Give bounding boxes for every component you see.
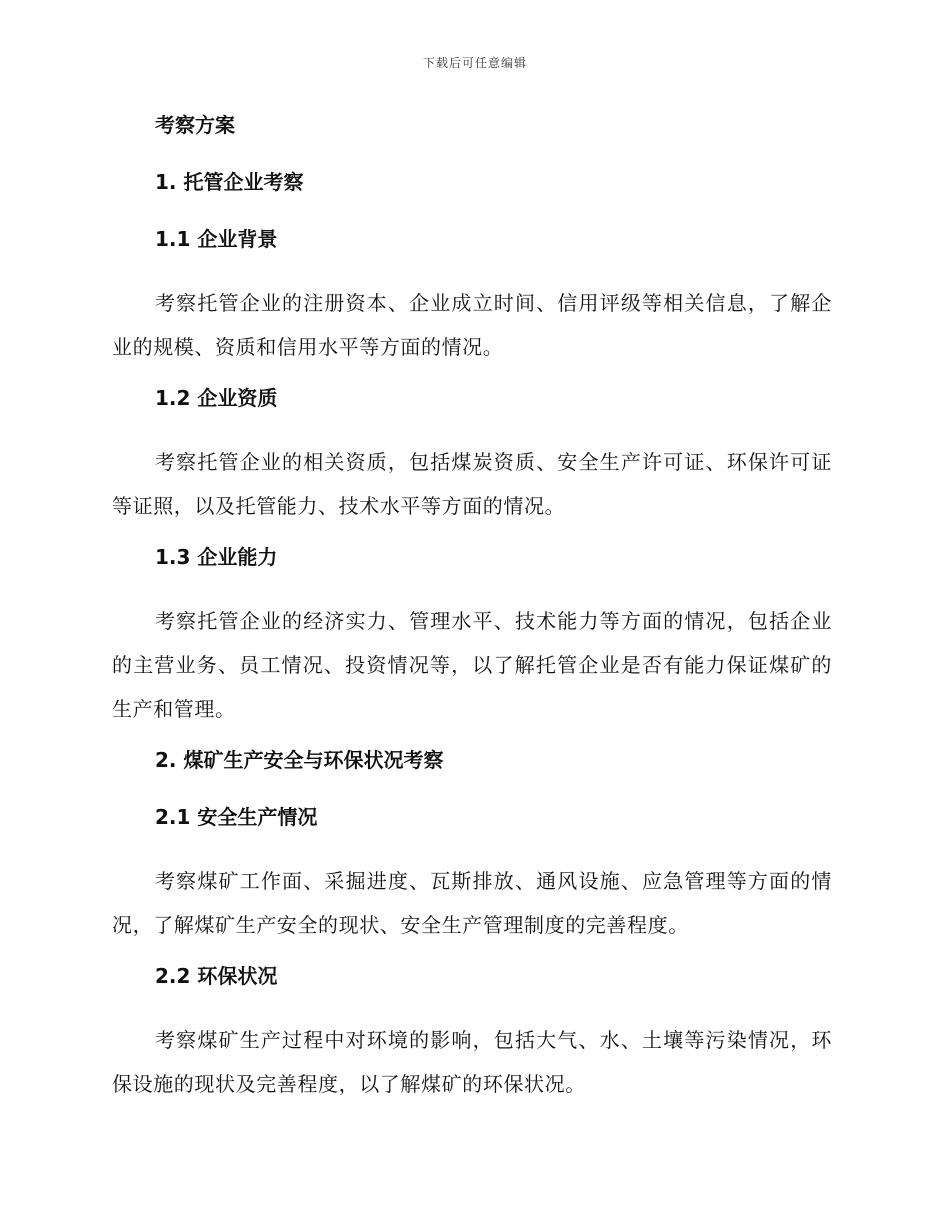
section-2-1-heading: 2.1 安全生产情况 [155, 805, 318, 829]
page-header: 下载后可任意编辑 [422, 56, 527, 70]
section-1-3-heading: 1.3 企业能力 [155, 545, 278, 569]
section-1-2-heading: 1.2 企业资质 [155, 386, 278, 410]
section-1-1-paragraph: 考察托管企业的注册资本、企业成立时间、信用评级等相关信息，了解企业的规模、资质和信用水平等方面的情况。 [112, 291, 832, 359]
section-2-2-heading: 2.2 环保状况 [155, 964, 278, 988]
document-body [112, 110, 832, 1120]
section-1-3-paragraph: 考察托管企业的经济实力、管理水平、技术能力等方面的情况，包括企业的主营业务、员工情况、投资情况等，以了解托管企业是否有能力保证煤矿的生产和管理。 [112, 609, 832, 721]
section-1-heading: 1. 托管企业考察 [155, 170, 304, 194]
section-2-heading: 2. 煤矿生产安全与环保状况考察 [155, 748, 444, 772]
section-1-1-heading: 1.1 企业背景 [155, 227, 278, 251]
document-title: 考察方案 [155, 113, 235, 137]
section-1-2-paragraph: 考察托管企业的相关资质，包括煤炭资质、安全生产许可证、环保许可证等证照，以及托管能力、技术水平等方面的情况。 [112, 450, 832, 518]
section-2-2-paragraph: 考察煤矿生产过程中对环境的影响，包括大气、水、土壤等污染情况，环保设施的现状及完善程度，以了解煤矿的环保状况。 [112, 1028, 832, 1096]
section-2-1-paragraph: 考察煤矿工作面、采掘进度、瓦斯排放、通风设施、应急管理等方面的情况，了解煤矿生产安全的现状、安全生产管理制度的完善程度。 [112, 869, 832, 937]
